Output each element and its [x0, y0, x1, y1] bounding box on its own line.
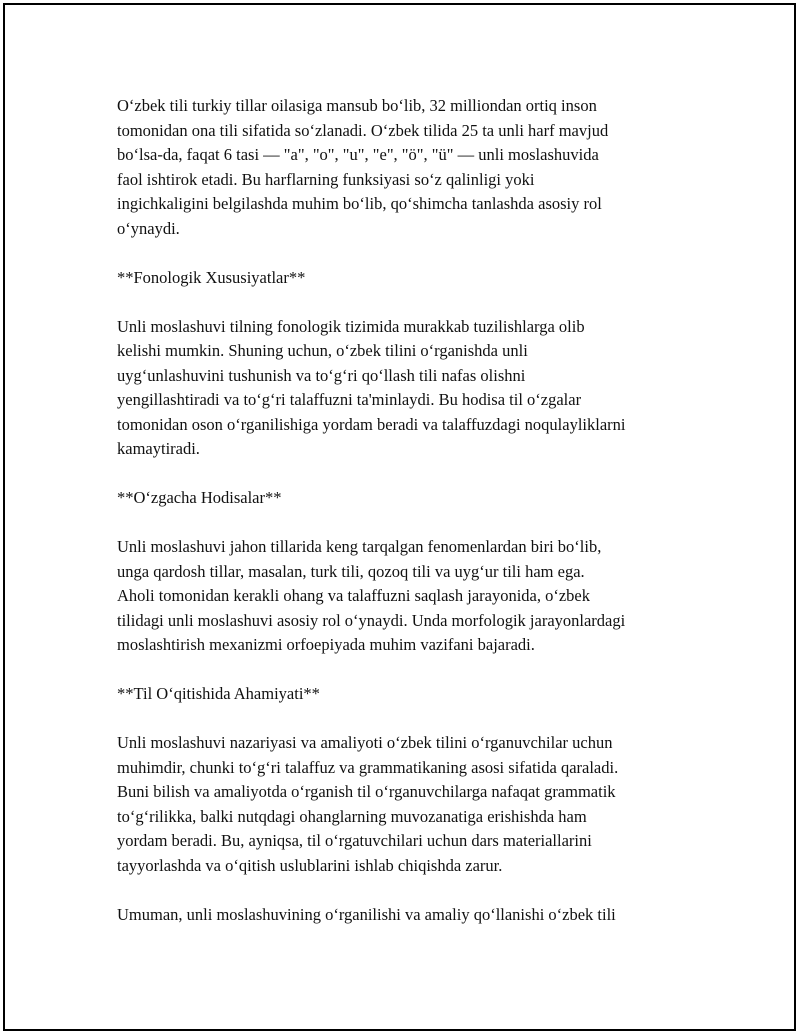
- ozgacha-paragraph: [117, 535, 692, 658]
- text-line: Aholi tomonidan kerakli ohang va talaffuzni saqlash jarayonida, o‘zbek: [117, 586, 591, 605]
- text-line: muhimdir, chunki to‘g‘ri talaffuz va grammatikaning asosi sifatida qaraladi.: [117, 757, 619, 777]
- text-line: yordam beradi. Bu, ayniqsa, til o‘rgatuvchilari uchun dars materiallarini: [117, 831, 592, 850]
- heading-text: **Fonologik Xususiyatlar**: [117, 267, 306, 287]
- text-line: tomonidan oson o‘rganilishiga yordam beradi va talaffuzdagi noqulayliklarni: [117, 414, 626, 434]
- text-line: tilidagi unli moslashuvi asosiy rol o‘ynaydi. Unda morfologik jarayonlardagi: [117, 610, 626, 630]
- section-heading-til-oqitish: [117, 682, 692, 707]
- text-line: ingichkaligini belgilashda muhim bo‘lib, qo‘shimcha tanlashda asosiy rol: [117, 194, 602, 213]
- conclusion-paragraph: [117, 903, 692, 928]
- text-line: unga qardosh tillar, masalan, turk tili, qozoq tili va uyg‘ur tili ham ega.: [117, 561, 585, 581]
- section-heading-fonologik: [117, 266, 692, 291]
- text-line: Unli moslashuvi tilning fonologik tizimida murakkab tuzilishlarga olib: [117, 316, 585, 336]
- text-line: Unli moslashuvi nazariyasi va amaliyoti o‘zbek tilini o‘rganuvchilar uchun: [117, 733, 613, 752]
- section-heading-ozgacha: [117, 486, 692, 511]
- text-line: Buni bilish va amaliyotda o‘rganish til o‘rganuvchilarga nafaqat grammatik: [117, 782, 616, 801]
- text-line: faol ishtirok etadi. Bu harflarning funksiyasi so‘z qalinligi yoki: [117, 169, 535, 189]
- fonologik-paragraph: [117, 315, 692, 462]
- text-line: uyg‘unlashuvini tushunish va to‘g‘ri qo‘llash tili nafas olishni: [117, 365, 526, 385]
- text-line: Umuman, unli moslashuvining o‘rganilishi va amaliy qo‘llanishi o‘zbek tili: [117, 904, 616, 924]
- heading-text: **Til O‘qitishida Ahamiyati**: [117, 684, 320, 703]
- text-line: Unli moslashuvi jahon tillarida keng tarqalgan fenomenlardan biri bo‘lib,: [117, 537, 602, 556]
- text-line: tayyorlashda va o‘qitish uslublarini ishlab chiqishda zarur.: [117, 855, 503, 875]
- text-line: O‘zbek tili turkiy tillar oilasiga mansub bo‘lib, 32 milliondan ortiq inson: [117, 96, 597, 115]
- heading-text: **O‘zgacha Hodisalar**: [117, 488, 282, 507]
- text-line: o‘ynaydi.: [117, 218, 180, 238]
- til-oqitish-paragraph: [117, 731, 692, 878]
- text-line: tomonidan ona tili sifatida so‘zlanadi. O‘zbek tilida 25 ta unli harf mavjud: [117, 120, 609, 140]
- text-line: to‘g‘rilikka, balki nutqdagi ohanglarning muvozanatiga erishishda ham: [117, 806, 587, 826]
- text-line: moslashtirish mexanizmi orfoepiyada muhim vazifani bajaradi.: [117, 635, 535, 654]
- text-line: bo‘lsa-da, faqat 6 tasi — "a", "o", "u", "e", "ö", "ü" — unli moslashuvida: [117, 145, 599, 164]
- text-line: kelishi mumkin. Shuning uchun, o‘zbek tilini o‘rganishda unli: [117, 341, 528, 360]
- text-line: yengillashtiradi va to‘g‘ri talaffuzni ta'minlaydi. Bu hodisa til o‘zgalar: [117, 390, 582, 409]
- document-body: [117, 94, 692, 952]
- text-line: kamaytiradi.: [117, 439, 200, 458]
- intro-paragraph: [117, 94, 692, 241]
